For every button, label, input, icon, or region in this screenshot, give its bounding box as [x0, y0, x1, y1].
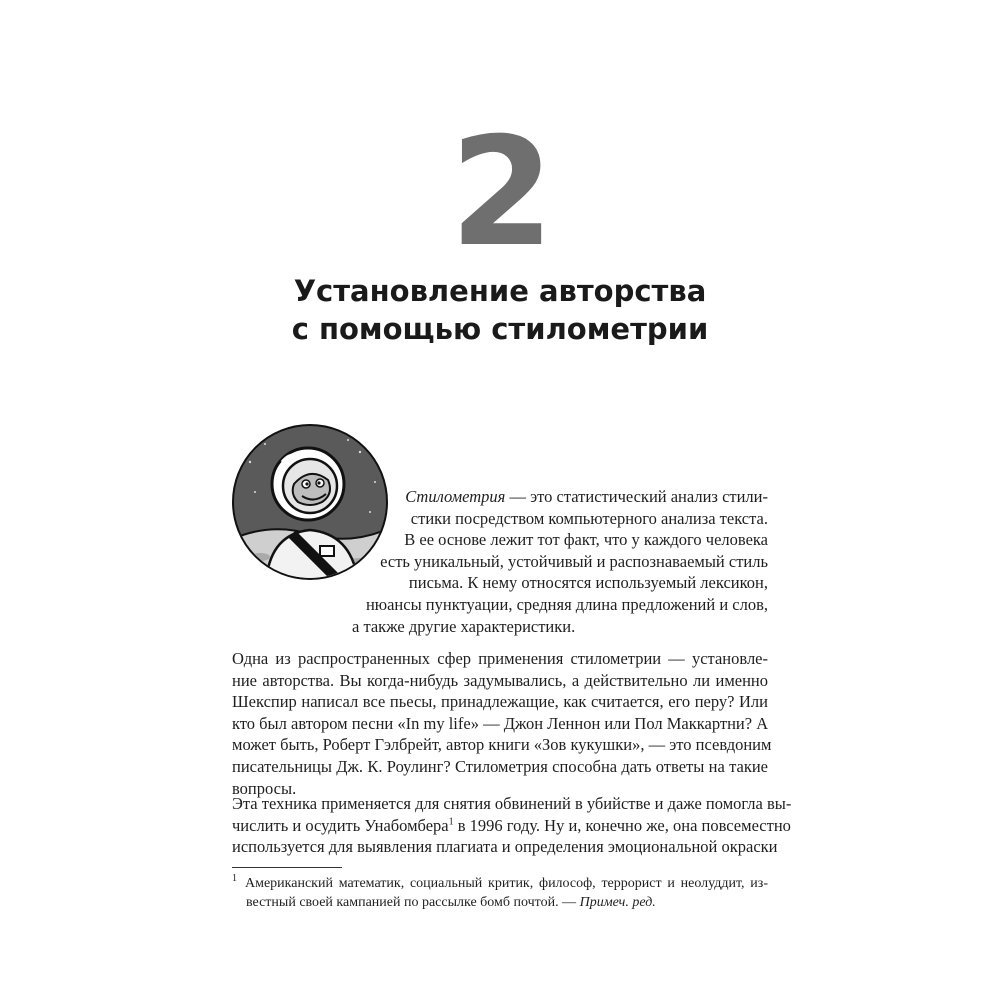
- footnote-divider: [232, 867, 342, 868]
- paragraph-1-line: Одна из распространенных сфер применения стилометрии — установле-: [232, 649, 768, 668]
- paragraph-1: [232, 648, 772, 799]
- astronaut-illustration-icon: [230, 422, 390, 582]
- footnote-mark: 1: [232, 873, 237, 885]
- paragraph-1-line: ние авторства. Вы когда-нибудь задумывались, а действительно ли именно: [232, 670, 768, 690]
- footnote-editor-note: Примеч. ред.: [579, 895, 656, 910]
- intro-line-1: [405, 486, 768, 508]
- footnote-line-2-text: вестный своей кампанией по рассылке бомб почтой. —: [246, 895, 580, 910]
- paragraph-2-line-2-before: числить и осудить Унабомбера: [232, 815, 449, 835]
- intro-line-6: нюансы пунктуации, средняя длина предложений и слов,: [365, 595, 768, 614]
- paragraph-2-line-3: используется для выявления плагиата и определения эмоциональной окраски: [232, 837, 778, 857]
- paragraph-2-line-2: [232, 815, 791, 837]
- intro-line-1-rest: — это статистический анализ стили-: [505, 487, 768, 506]
- paragraph-1-line: вопросы.: [232, 778, 297, 798]
- footnote-line-1: [232, 874, 768, 893]
- intro-line-7: а также другие характеристики.: [352, 616, 576, 636]
- paragraph-1-line: кто был автором песни «In my life» — Джон Леннон или Пол Маккартни? А: [232, 713, 769, 733]
- chapter-title: [0, 272, 1000, 348]
- paragraph-1-line: Шекспир написал все пьесы, принадлежащие, как считается, его перу? Или: [232, 692, 768, 712]
- chapter-number: 2: [449, 106, 551, 280]
- paragraph-1-line: может быть, Роберт Гэлбрейт, автор книги «Зов кукушки», — это псевдоним: [232, 735, 772, 755]
- paragraph-2-line-2-after: в 1996 году. Ну и, конечно же, она повсеместно: [453, 815, 791, 835]
- footnote-line-2: [232, 893, 768, 912]
- footnote-reference[interactable]: 1: [448, 816, 454, 828]
- chapter-title-line-2: с помощью стилометрии: [291, 312, 709, 346]
- intro-line-2: стики посредством компьютерного анализа текста.: [410, 508, 768, 528]
- intro-line-4: есть уникальный, устойчивый и распознаваемый стиль: [380, 551, 768, 571]
- paragraph-1-line: писательницы Дж. К. Роулинг? Стилометрия способна дать ответы на такие: [232, 756, 768, 776]
- paragraph-2: [232, 793, 792, 858]
- intro-line-5: письма. К нему относятся используемый лексикон,: [408, 573, 768, 593]
- intro-line-3: В ее основе лежит тот факт, что у каждого человека: [404, 530, 768, 550]
- footnote: [232, 874, 768, 912]
- paragraph-2-line-1: Эта техника применяется для снятия обвинений в убийстве и даже помогла вы-: [232, 794, 792, 813]
- footnote-line-1-text: Американский математик, социальный критик, философ, террорист и неолуддит, из-: [245, 876, 768, 891]
- intro-term: Стилометрия: [405, 487, 506, 506]
- chapter-title-line-1: Установление авторства: [293, 274, 707, 308]
